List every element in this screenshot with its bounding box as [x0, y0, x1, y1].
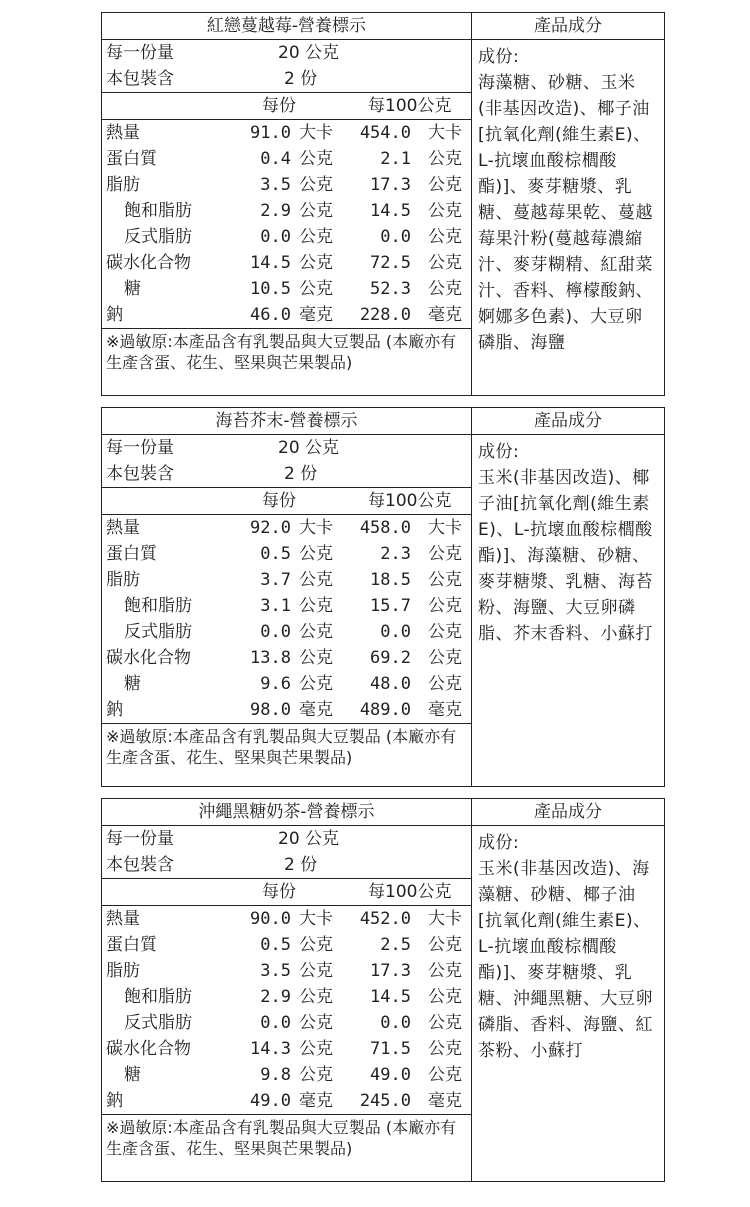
per-100g-value: 2.1 [380, 149, 411, 169]
serving-size-label: 每一份量 [106, 829, 174, 849]
per-100g-value: 452.0 [359, 909, 411, 929]
per-serving-value: 14.5 [250, 253, 291, 273]
nutrient-name: 飽和脂肪 [124, 201, 192, 221]
per-serving-value: 3.5 [260, 175, 291, 195]
per-serving-unit: 公克 [299, 935, 333, 955]
per-serving-value: 2.9 [260, 987, 291, 1007]
nutrient-name: 脂肪 [106, 570, 140, 590]
nutrient-row [102, 120, 471, 146]
per-serving-value: 10.5 [250, 279, 291, 299]
nutrient-row [102, 645, 471, 671]
per-100g-unit: 公克 [428, 1013, 462, 1033]
per-serving-value: 46.0 [250, 305, 291, 325]
per-serving-value: 49.0 [250, 1091, 291, 1111]
serving-size-value: 20 公克 [278, 43, 340, 63]
per-serving-value: 92.0 [250, 518, 291, 538]
allergen-note: ※過敏原:本產品含有乳製品與大豆製品 (本廠亦有生產含蛋、花生、堅果與芒果製品) [106, 332, 457, 372]
per-serving-value: 14.3 [250, 1039, 291, 1059]
nutrient-name: 反式脂肪 [124, 227, 192, 247]
per-100g-value: 2.5 [380, 935, 411, 955]
per-serving-value: 0.5 [260, 544, 291, 564]
serving-size-value: 20 公克 [278, 829, 340, 849]
nutrient-name: 鈉 [106, 700, 123, 720]
per-serving-unit: 大卡 [299, 909, 333, 929]
per-100g-value: 72.5 [370, 253, 411, 273]
ingredients-list: 玉米(非基因改造)、椰子油[抗氧化劑(維生素E)、L-抗壞血酸棕櫚酸酯)]、海藻糖、砂糖、麥芽糖漿、乳糖、海苔粉、海鹽、大豆卵磷脂、芥末香料、小蘇打 [478, 468, 653, 644]
per-100g-value: 0.0 [380, 1013, 411, 1033]
nutrient-row [102, 276, 471, 302]
per-100g-unit: 公克 [428, 674, 462, 694]
per-serving-unit: 公克 [299, 961, 333, 981]
per-serving-unit: 公克 [299, 674, 333, 694]
per-serving-unit: 毫克 [299, 1091, 333, 1111]
per-serving-header: 每份 [262, 882, 296, 902]
per-serving-unit: 公克 [299, 1039, 333, 1059]
per-serving-unit: 公克 [299, 149, 333, 169]
nutrient-row [102, 146, 471, 172]
nutrient-name: 碳水化合物 [106, 1039, 191, 1059]
nutrient-name: 碳水化合物 [106, 648, 191, 668]
nutrient-row [102, 697, 471, 723]
ingredients-text [472, 435, 664, 647]
nutrient-row [102, 224, 471, 250]
per-serving-value: 98.0 [250, 700, 291, 720]
per-100g-value: 14.5 [370, 987, 411, 1007]
nutrient-row [102, 567, 471, 593]
serving-size-label: 每一份量 [106, 43, 174, 63]
serving-size-value: 20 公克 [278, 438, 340, 458]
per-100g-value: 454.0 [359, 123, 411, 143]
nutrient-name: 鈉 [106, 305, 123, 325]
per-serving-unit: 公克 [299, 253, 333, 273]
per-serving-unit: 公克 [299, 175, 333, 195]
per-serving-unit: 公克 [299, 1065, 333, 1085]
serving-info [102, 826, 471, 879]
nutrition-title: 海苔芥末-營養標示 [102, 408, 471, 435]
serving-size-label: 每一份量 [106, 438, 174, 458]
ingredients-header: 產品成分 [472, 13, 664, 40]
per-100g-value: 228.0 [359, 305, 411, 325]
per-100g-header: 每100公克 [368, 882, 452, 902]
nutrient-name: 飽和脂肪 [124, 596, 192, 616]
per-100g-unit: 毫克 [428, 1091, 462, 1111]
per-100g-unit: 公克 [428, 596, 462, 616]
nutrient-row [102, 1036, 471, 1062]
per-serving-header: 每份 [262, 491, 296, 511]
nutrient-name: 糖 [124, 674, 141, 694]
per-serving-value: 13.8 [250, 648, 291, 668]
nutrient-row [102, 619, 471, 645]
nutrient-row [102, 932, 471, 958]
nutrient-name: 反式脂肪 [124, 1013, 192, 1033]
servings-per-pack-label: 本包裝含 [106, 855, 174, 875]
per-100g-unit: 公克 [428, 227, 462, 247]
per-100g-unit: 公克 [428, 175, 462, 195]
per-100g-unit: 公克 [428, 253, 462, 273]
nutrient-row [102, 1062, 471, 1088]
per-100g-value: 14.5 [370, 201, 411, 221]
column-headers [102, 488, 471, 515]
per-serving-value: 2.9 [260, 201, 291, 221]
nutrient-row [102, 593, 471, 619]
ingredients-column [472, 799, 664, 1181]
per-100g-unit: 毫克 [428, 700, 462, 720]
per-100g-unit: 公克 [428, 149, 462, 169]
nutrient-row [102, 671, 471, 697]
per-100g-unit: 公克 [428, 961, 462, 981]
per-serving-value: 0.5 [260, 935, 291, 955]
nutrient-row [102, 515, 471, 541]
nutrient-rows [102, 515, 471, 724]
nutrient-name: 鈉 [106, 1091, 123, 1111]
per-serving-unit: 公克 [299, 544, 333, 564]
servings-per-pack-label: 本包裝含 [106, 464, 174, 484]
ingredients-header: 產品成分 [472, 799, 664, 826]
label-panel-seaweed-wasabi [101, 407, 665, 787]
per-100g-unit: 大卡 [428, 909, 462, 929]
per-serving-unit: 公克 [299, 279, 333, 299]
nutrient-name: 糖 [124, 279, 141, 299]
per-100g-header: 每100公克 [368, 96, 452, 116]
per-100g-value: 18.5 [370, 570, 411, 590]
per-serving-unit: 大卡 [299, 123, 333, 143]
serving-info [102, 435, 471, 488]
per-serving-unit: 公克 [299, 1013, 333, 1033]
per-serving-unit: 公克 [299, 570, 333, 590]
nutrition-title: 沖繩黑糖奶茶-營養標示 [102, 799, 471, 826]
per-serving-value: 3.5 [260, 961, 291, 981]
servings-per-pack-value: 2 份 [284, 464, 318, 484]
nutrient-rows [102, 120, 471, 329]
nutrient-row [102, 958, 471, 984]
per-serving-unit: 公克 [299, 622, 333, 642]
per-100g-unit: 公克 [428, 622, 462, 642]
per-100g-value: 17.3 [370, 961, 411, 981]
per-serving-value: 0.0 [260, 1013, 291, 1033]
nutrient-name: 飽和脂肪 [124, 987, 192, 1007]
per-100g-value: 69.2 [370, 648, 411, 668]
per-100g-unit: 公克 [428, 1039, 462, 1059]
nutrient-name: 熱量 [106, 123, 140, 143]
per-100g-value: 49.0 [370, 1065, 411, 1085]
label-panel-cranberry [101, 12, 665, 396]
nutrient-row [102, 250, 471, 276]
nutrient-row [102, 984, 471, 1010]
per-100g-unit: 公克 [428, 987, 462, 1007]
per-serving-value: 9.8 [260, 1065, 291, 1085]
nutrient-row [102, 541, 471, 567]
per-100g-unit: 公克 [428, 570, 462, 590]
per-serving-value: 0.4 [260, 149, 291, 169]
per-100g-value: 15.7 [370, 596, 411, 616]
nutrient-row [102, 198, 471, 224]
ingredients-text [472, 826, 664, 1064]
ingredients-text [472, 40, 664, 356]
per-100g-unit: 毫克 [428, 305, 462, 325]
nutrient-name: 蛋白質 [106, 149, 157, 169]
nutrient-row [102, 1010, 471, 1036]
servings-per-pack-value: 2 份 [284, 855, 318, 875]
allergen-note: ※過敏原:本產品含有乳製品與大豆製品 (本廠亦有生產含蛋、花生、堅果與芒果製品) [106, 727, 457, 767]
per-100g-value: 52.3 [370, 279, 411, 299]
per-100g-value: 2.3 [380, 544, 411, 564]
ingredients-column [472, 408, 664, 786]
per-serving-value: 90.0 [250, 909, 291, 929]
nutrient-name: 脂肪 [106, 961, 140, 981]
nutrient-name: 糖 [124, 1065, 141, 1085]
nutrient-name: 蛋白質 [106, 935, 157, 955]
nutrition-table [102, 408, 472, 786]
servings-per-pack-value: 2 份 [284, 69, 318, 89]
nutrient-rows [102, 906, 471, 1115]
serving-info [102, 40, 471, 93]
nutrient-name: 熱量 [106, 909, 140, 929]
per-serving-value: 9.6 [260, 674, 291, 694]
nutrition-table [102, 799, 472, 1181]
per-serving-value: 0.0 [260, 227, 291, 247]
per-100g-header: 每100公克 [368, 491, 452, 511]
per-100g-value: 0.0 [380, 227, 411, 247]
ingredients-list: 海藻糖、砂糖、玉米(非基因改造)、椰子油[抗氧化劑(維生素E)、L-抗壞血酸棕櫚酸酯)]、麥芽糖漿、乳糖、蔓越莓果乾、蔓越莓果汁粉(蔓越莓濃縮汁、麥芽糊精、紅甜菜汁、香料、檸檬酸鈉、婀娜多色素)、大豆卵磷脂、海鹽 [478, 73, 653, 353]
ingredients-prefix: 成份: [478, 47, 520, 67]
nutrient-name: 脂肪 [106, 175, 140, 195]
nutrient-row [102, 172, 471, 198]
per-100g-value: 17.3 [370, 175, 411, 195]
column-headers [102, 93, 471, 120]
per-serving-unit: 毫克 [299, 305, 333, 325]
nutrient-row [102, 906, 471, 932]
ingredients-prefix: 成份: [478, 833, 520, 853]
ingredients-header: 產品成分 [472, 408, 664, 435]
per-serving-value: 3.7 [260, 570, 291, 590]
per-100g-unit: 公克 [428, 648, 462, 668]
per-100g-unit: 大卡 [428, 123, 462, 143]
per-serving-value: 3.1 [260, 596, 291, 616]
nutrient-row [102, 1088, 471, 1114]
nutrient-name: 蛋白質 [106, 544, 157, 564]
per-100g-unit: 公克 [428, 1065, 462, 1085]
per-100g-value: 0.0 [380, 622, 411, 642]
per-serving-value: 91.0 [250, 123, 291, 143]
per-serving-unit: 大卡 [299, 518, 333, 538]
ingredients-prefix: 成份: [478, 442, 520, 462]
per-100g-value: 48.0 [370, 674, 411, 694]
per-100g-unit: 公克 [428, 201, 462, 221]
column-headers [102, 879, 471, 906]
ingredients-list: 玉米(非基因改造)、海藻糖、砂糖、椰子油[抗氧化劑(維生素E)、L-抗壞血酸棕櫚酸酯)]、麥芽糖漿、乳糖、沖繩黑糖、大豆卵磷脂、香料、海鹽、紅茶粉、小蘇打 [478, 859, 653, 1061]
nutrient-row [102, 302, 471, 328]
per-100g-unit: 公克 [428, 544, 462, 564]
per-100g-unit: 大卡 [428, 518, 462, 538]
per-serving-unit: 公克 [299, 227, 333, 247]
nutrition-title: 紅戀蔓越莓-營養標示 [102, 13, 471, 40]
per-100g-unit: 公克 [428, 935, 462, 955]
allergen-note: ※過敏原:本產品含有乳製品與大豆製品 (本廠亦有生產含蛋、花生、堅果與芒果製品) [106, 1118, 457, 1158]
per-100g-unit: 公克 [428, 279, 462, 299]
label-panel-brown-sugar-milk-tea [101, 798, 665, 1182]
per-serving-unit: 公克 [299, 648, 333, 668]
per-serving-unit: 公克 [299, 201, 333, 221]
per-100g-value: 458.0 [359, 518, 411, 538]
nutrient-name: 反式脂肪 [124, 622, 192, 642]
per-serving-header: 每份 [262, 96, 296, 116]
per-serving-unit: 毫克 [299, 700, 333, 720]
per-100g-value: 489.0 [359, 700, 411, 720]
per-serving-value: 0.0 [260, 622, 291, 642]
nutrition-table [102, 13, 472, 395]
per-serving-unit: 公克 [299, 596, 333, 616]
nutrient-name: 熱量 [106, 518, 140, 538]
servings-per-pack-label: 本包裝含 [106, 69, 174, 89]
ingredients-column [472, 13, 664, 395]
per-100g-value: 71.5 [370, 1039, 411, 1059]
per-serving-unit: 公克 [299, 987, 333, 1007]
per-100g-value: 245.0 [359, 1091, 411, 1111]
nutrient-name: 碳水化合物 [106, 253, 191, 273]
